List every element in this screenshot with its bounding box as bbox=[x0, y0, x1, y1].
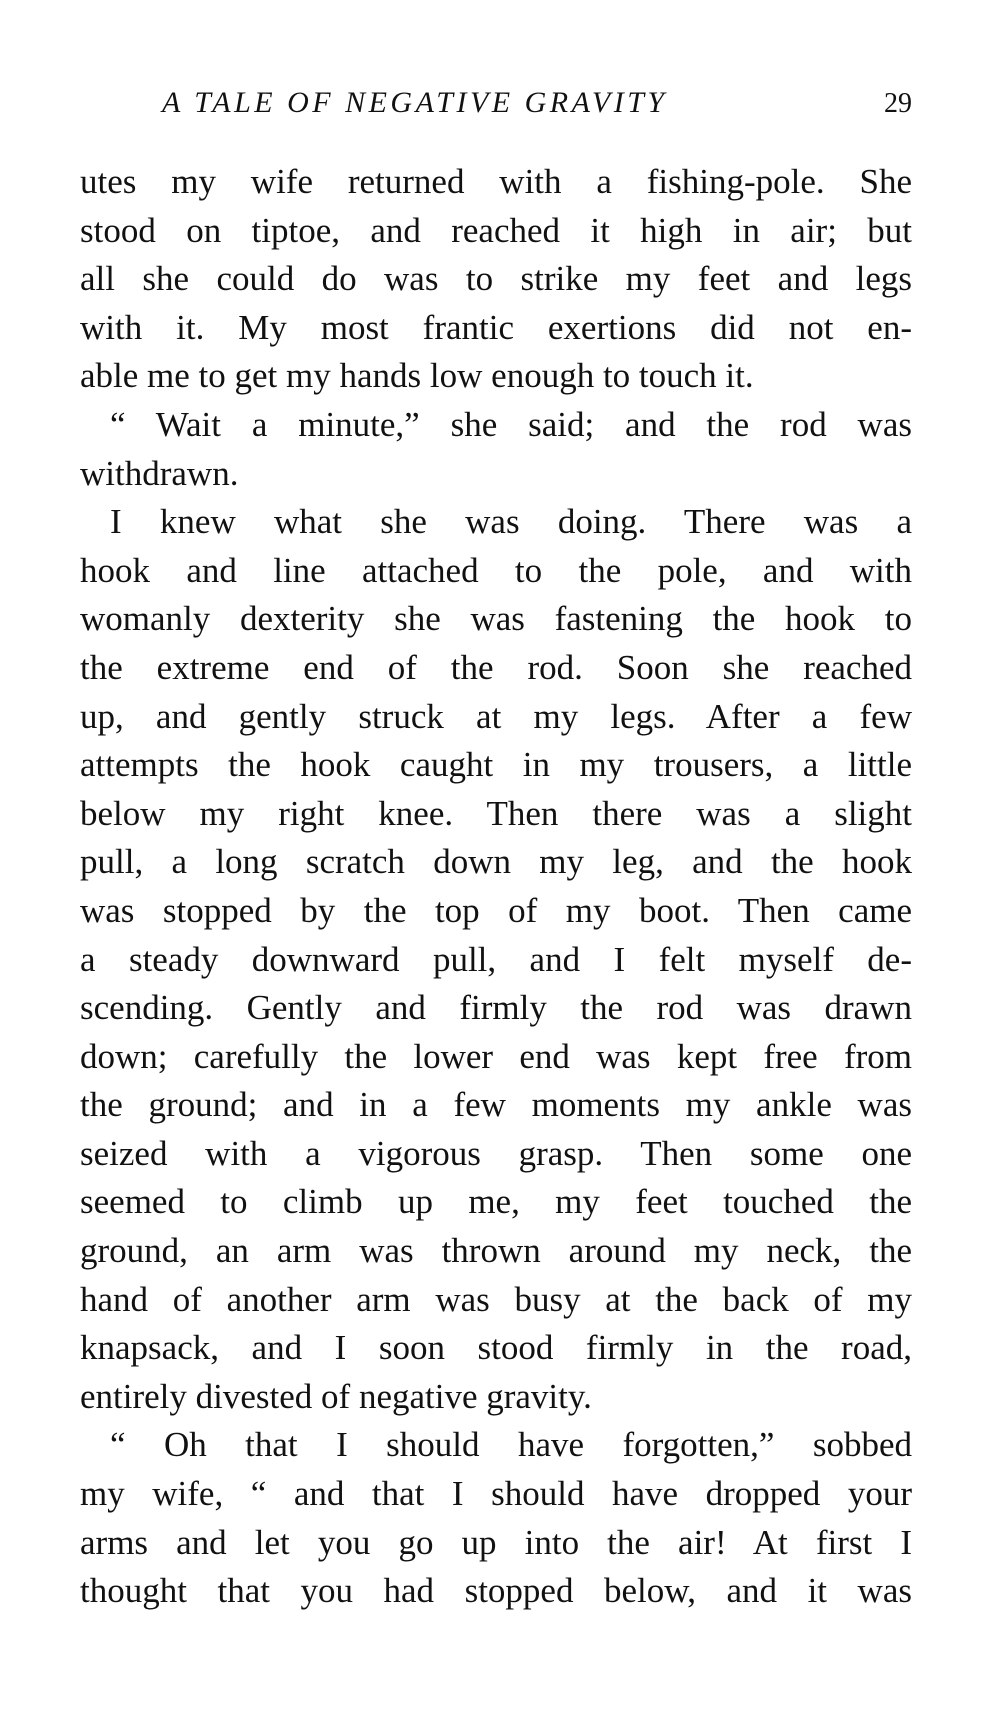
text-line: below my right knee. Then there was a slight bbox=[80, 793, 912, 833]
text-line: thought that you had stopped below, and it was bbox=[80, 1571, 912, 1611]
body-text bbox=[80, 158, 912, 1616]
text-line: able me to get my hands low enough to touch it. bbox=[80, 356, 754, 396]
text-line: withdrawn. bbox=[80, 453, 239, 493]
text-line: was stopped by the top of my boot. Then came bbox=[80, 890, 912, 930]
text-line: attempts the hook caught in my trousers, a little bbox=[80, 745, 912, 785]
text-line: “ Wait a minute,” she said; and the rod was bbox=[110, 404, 912, 444]
text-line: “ Oh that I should have forgotten,” sobbed bbox=[110, 1425, 912, 1465]
text-line: all she could do was to strike my feet and legs bbox=[80, 259, 912, 299]
text-line: arms and let you go up into the air! At first I bbox=[80, 1522, 912, 1562]
running-header bbox=[80, 86, 920, 126]
text-line: up, and gently struck at my legs. After a few bbox=[80, 696, 912, 736]
text-line: stood on tiptoe, and reached it high in air; but bbox=[80, 210, 912, 250]
text-line: ground, an arm was thrown around my neck, the bbox=[80, 1231, 912, 1271]
text-line: my wife, “ and that I should have dropped your bbox=[80, 1474, 912, 1514]
text-line: a steady downward pull, and I felt myself de- bbox=[80, 939, 912, 979]
text-line: entirely divested of negative gravity. bbox=[80, 1376, 592, 1416]
text-line: hand of another arm was busy at the back of my bbox=[80, 1279, 912, 1319]
text-line: seemed to climb up me, my feet touched the bbox=[80, 1182, 912, 1222]
text-line: scending. Gently and firmly the rod was drawn bbox=[80, 988, 912, 1028]
text-line: womanly dexterity she was fastening the hook to bbox=[80, 599, 912, 639]
text-line: utes my wife returned with a fishing-pole. She bbox=[80, 162, 912, 201]
running-title: A TALE OF NEGATIVE GRAVITY bbox=[162, 86, 668, 119]
text-line: seized with a vigorous grasp. Then some one bbox=[80, 1133, 912, 1173]
text-line: the ground; and in a few moments my ankle was bbox=[80, 1085, 912, 1125]
text-line: I knew what she was doing. There was a bbox=[110, 502, 912, 542]
page-number: 29 bbox=[884, 88, 912, 119]
text-line: pull, a long scratch down my leg, and the hook bbox=[80, 842, 912, 882]
text-line: with it. My most frantic exertions did not en- bbox=[80, 307, 912, 347]
text-line: knapsack, and I soon stood firmly in the road, bbox=[80, 1328, 912, 1368]
text-line: down; carefully the lower end was kept free from bbox=[80, 1036, 912, 1076]
text-line: the extreme end of the rod. Soon she reached bbox=[80, 647, 912, 687]
text-line: hook and line attached to the pole, and with bbox=[80, 550, 912, 590]
